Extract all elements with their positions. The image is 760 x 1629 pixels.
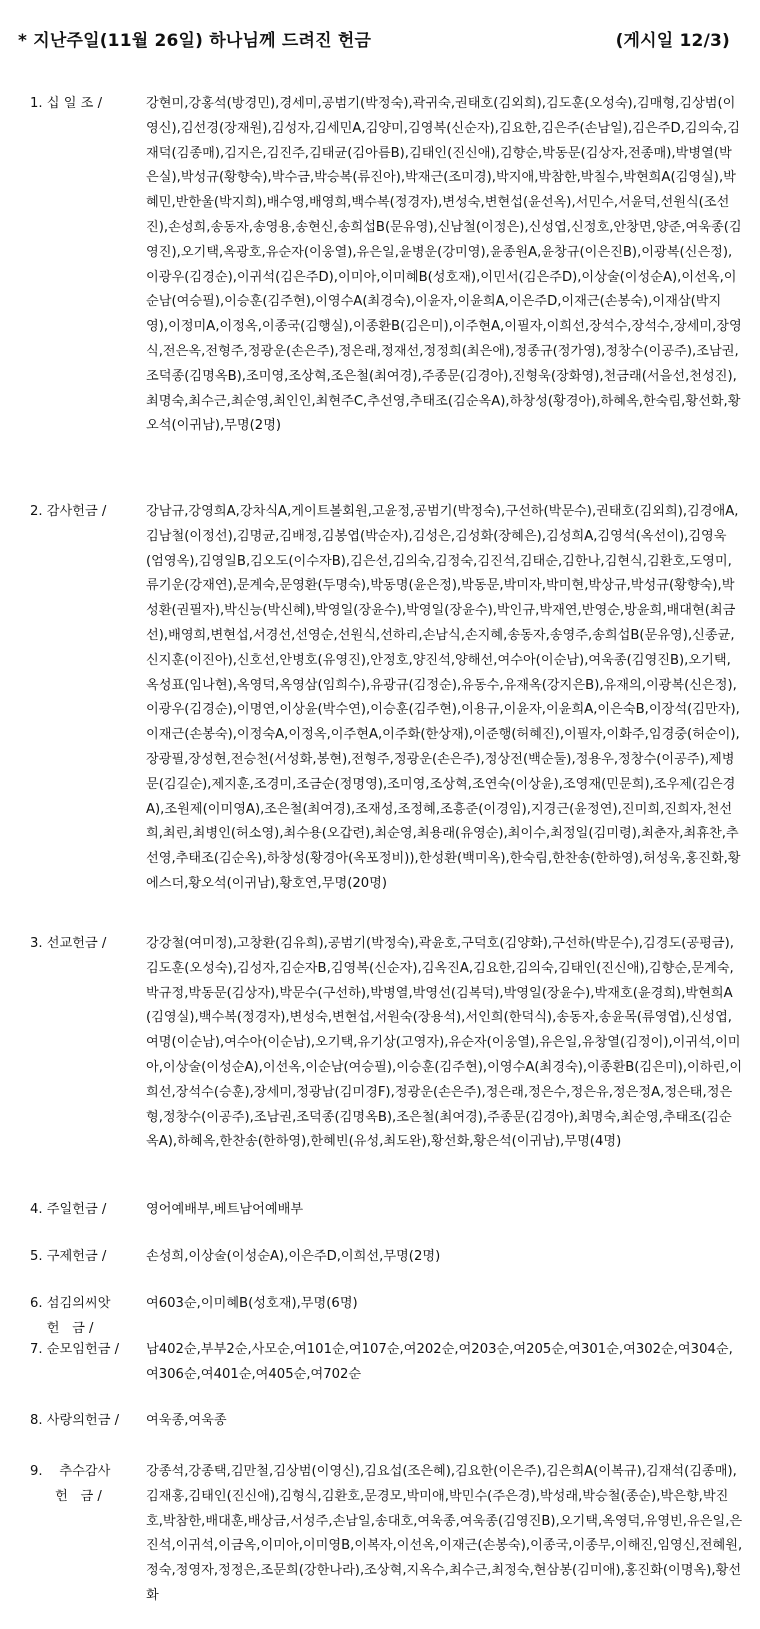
section-label: 9. 추수감사 헌 금 / [30,1464,111,1504]
donor-list: 여욱종,여욱종 [146,1413,227,1428]
section-label: 2. 감사헌금 / [30,504,107,519]
donor-list: 손성희,이상술(이성순A),이은주D,이희선,무명(2명) [146,1249,441,1264]
section-label: 1. 십 일 조 / [30,96,103,111]
section-label: 4. 주일헌금 / [30,1202,107,1217]
donor-list: 강종석,강종택,김만철,김상범(이영신),김요섭(조은혜),김요한(이은주),김은희A(이복규),김재석(김종매),김재홍,김태인(진신애),김형식,김환호,문경모,박미애,박민수(주은경),박성래,박승철(종순),박은향,박진호,박참한,배대훈,배상금,서성주,손남일,송대호,여욱종,여욱종(김영진B),오기택,옥영덕,유영빈,유은일,은진석,이귀석,이금옥,이미아,이미영B,이복자,이선옥,이재근(손봉숙),이종국,이종무,이해진,임영신,전혜원,정숙,정영자,정정은,조문희(강한나라),조상혁,지옥수,최수근,최정숙,현삼봉(김미애),홍진화(이명옥),황선화 [146,1464,743,1603]
section-label: 6. 섬김의씨앗 헌 금 / [30,1296,111,1336]
section-label: 3. 선교헌금 / [30,936,107,951]
bulletin-header [18,18,740,51]
donor-list: 강현미,강홍석(방경민),경세미,공범기(박정숙),곽귀숙,권태호(김외희),김도훈(오성숙),김매형,김상범(이영신),김선경(장재원),김성자,김세민A,김양미,김영복(신순자),김요한,김은주(손남일),김은주D,김의숙,김재덕(김종매),김지은,김진주,김태균(김아름B),김태인(진신애),김향순,박동문(김상자,전종매),박병열(박은실),박성규(황향숙),박수금,박승복(류진아),박재근(조미경),박지애,박참한,박칠수,박현희A(김영실),박혜민,반한울(박지희),배수영,배영희,백수복(정경자),변성숙,변현섭(윤선옥),서민수,서윤덕,선원식(조선진),손성희,송동자,송영용,송현신,송희섭B(문유영),신남철(이정은),신성엽,신정호,안창면,양준,여욱종(김영진),오기택,옥광호,유순자(이웅열),유은일,윤병운(강미영),윤종원A,윤창규(이은진B),이광복(신은정),이광우(김경순),이귀석(김은주D),이미아,이미혜B(성호재),이민서(김은주D),이상술(이성순A),이선옥,이순남(여승필),이승훈(김주현),이영수A(최경숙),이윤자,이윤희A,이은주D,이재근(손봉숙),이재삼(박지영),이정미A,이정옥,이종국(김행실),이종환B(김은미),이주현A,이필자,이희선,장석수,장석수,장세미,장영식,전은옥,전형주,정광운(손은주),정은래,정재선,정정희(최은애),정종규(정가영),정창수(이공주),조남권,조덕종(김명옥B),조미영,조상혁,조은철(최여경),주종문(김경아),진형욱(장화영),천금래(서을선,천성진),최명숙,최수근,최순영,최인인,최현주C,추선영,추태조(김순옥A),하창성(황경아),하혜옥,한숙림,황선화,황오석(이귀남),무명(2명) [146,96,742,434]
donor-list: 강강철(여미정),고창환(김유희),공범기(박정숙),곽윤호,구덕호(김양화),구선하(박문수),김경도(공평금),김도훈(오성숙),김성자,김순자B,김영복(신순자),김옥진A,김요한,김의숙,김태인(진신애),김향순,문계숙,박규정,박동문(김상자),박문수(구선하),박병열,박영선(김복덕),박영일(장윤수),박재호(윤경희),박현희A(김영실),백수복(정경자),변성숙,변현섭,서원숙(장용석),서인희(한덕식),송동자,송윤목(류영엽),신성엽,여명(이순남),여수아(이순남),오기택,유기상(고영자),유순자(이웅열),유은일,유창열(김정이),이귀석,이미아,이상술(이성순A),이선옥,이순남(여승필),이승훈(김주현),이영수A(최경숙),이종환B(김은미),이하린,이희선,장석수(승훈),장세미,정광남(김미경F),정광운(손은주),정은래,정은수,정은유,정은정A,정은태,정은형,정창수(이공주),조남권,조덕종(김명옥B),조은철(최여경),주종문(김경아),최명숙,최순영,추태조(김순옥A),하혜옥,한찬송(한하영),한혜빈(유성,최도완),황선화,황은석(이귀남),무명(4명) [146,936,743,1150]
section-label: 8. 사랑의헌금 / [30,1413,120,1428]
offering-title: * 지난주일(11월 26일) 하나님께 드려진 헌금 [18,31,372,51]
donor-list: 영어예배부,베트남어예배부 [146,1202,304,1217]
posted-date: (게시일 12/3) [615,31,730,51]
donor-list: 여603순,이미혜B(성호재),무명(6명) [146,1296,358,1311]
donor-list: 강남규,강영희A,강차식A,게이트볼회원,고윤정,공범기(박정숙),구선하(박문수),권태호(김외희),김경애A,김남철(이정선),김명균,김배정,김봉엽(박순자),김성은,김성화(장혜은),김성희A,김영석(옥선이),김영욱(엄영옥),김영일B,김오도(이수자B),김은선,김의숙,김정숙,김진석,김태순,김한나,김현식,김환호,도영미,류기운(강재연),문계숙,문영환(두명숙),박동명(윤은정),박동문,박미자,박미현,박상규,박성규(황향숙),박성환(권필자),박신능(박신혜),박영일(장윤수),박영일(장윤수),박인규,박재연,반영순,방윤희,배대현(최금선),배영희,변현섭,서경선,선영순,선원식,선하리,손남식,손지혜,송동자,송영주,송희섭B(문유영),신종균,신지훈(이진아),신호선,안병호(유영진),안정호,양진석,양해선,여수아(이순남),여욱종(김영진B),오기택,옥성표(임나현),옥영덕,옥영삼(임희수),유광규(김정순),유동수,유재옥(강지은B),유재의,이광복(신은정),이광우(김경순),이명연,이상윤(박수연),이승훈(김주현),이용규,이윤자,이윤희A,이은숙B,이장석(김만자),이재근(손봉숙),이정숙A,이정옥,이주현A,이주화(한상재),이준행(허혜진),이필자,이화주,임경중(허순이),장광필,장성현,전승천(서성화,봉현),전형주,정광운(손은주),정상전(백순둘),정용우,정창수(이공주),제병문(김길순),제지훈,조경미,조금순(정명영),조미영,조상혁,조연숙(이상윤),조영재(민문희),조우제(김은경A),조원제(이미영A),조은철(최여경),조재성,조정혜,조흥준(이경임),지경근(윤정연),진미희,진희자,천선희,최린,최병인(허소영),최수용(오갑련),최순영,최용래(유영순),최이수,최정일(김미령),최춘자,최휴찬,추선영,추태조(김순옥),하창성(황경아(옥포정비)),한성환(백미옥),한숙림,한찬송(한하영),허성욱,홍진화,황에스더,황오석(이귀남),황호연,무명(20명) [146,504,741,891]
section-label: 7. 순모임헌금 / [30,1342,120,1357]
section-label: 5. 구제헌금 / [30,1249,107,1264]
donor-list: 남402순,부부2순,사모순,여101순,여107순,여202순,여203순,여205순,여301순,여302순,여304순,여306순,여401순,여405순,여702순 [146,1342,733,1382]
